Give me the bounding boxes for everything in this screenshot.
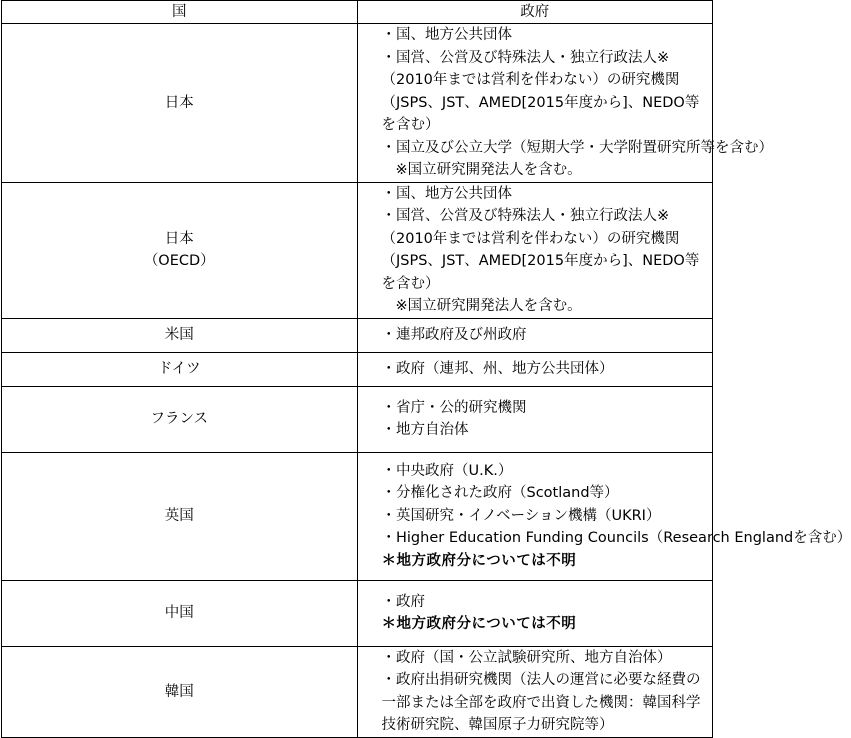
country-name: （OECD） xyxy=(143,253,215,269)
country-name: 中国 xyxy=(164,605,194,621)
table-body xyxy=(2,24,851,738)
header-country: 国 xyxy=(2,1,358,24)
item-line: ・国立及び公立大学（短期大学・大学附置研究所等を含む） xyxy=(381,139,773,156)
note-line: ＊地方政府分については不明 xyxy=(381,616,577,632)
table-row xyxy=(2,646,713,737)
country-cell xyxy=(2,386,358,452)
government-cell xyxy=(357,182,713,318)
government-cell xyxy=(357,646,713,737)
item-line: ・Higher Education Funding Councils（Research Englandを含む） xyxy=(381,530,851,547)
country-cell xyxy=(2,352,358,386)
table-row xyxy=(2,24,713,183)
item-line: ※国立研究開発法人を含む。 xyxy=(395,162,582,178)
country-name: 日本 xyxy=(164,231,194,247)
country-cell xyxy=(2,452,358,580)
country-name: フランス xyxy=(150,411,209,427)
table-row xyxy=(2,452,713,580)
government-cell xyxy=(357,452,851,580)
item-line: ・政府出捐研究機関（法人の運営に必要な経費の一部または全部を政府で出資した機関：韓国科学技術研究院、韓国原子力研究院等） xyxy=(381,672,701,733)
item-line: ・分権化された政府（Scotland等） xyxy=(381,485,619,502)
item-line: ・国、地方公共団体 xyxy=(381,27,512,43)
government-cell xyxy=(357,580,713,646)
table-row xyxy=(2,182,713,318)
government-cell xyxy=(357,386,713,452)
country-name: 韓国 xyxy=(164,683,194,700)
item-line: ・国営、公営及び特殊法人・独立行政法人※（2010年までは営利を伴わない）の研究機関（JSPS、JST、AMED[2015年度から]、NEDO等を含む） xyxy=(381,208,700,292)
country-name: 日本 xyxy=(164,94,194,111)
item-line: ・省庁・公的研究機関 xyxy=(381,399,527,416)
government-sector-table xyxy=(1,0,851,738)
country-cell xyxy=(2,646,358,737)
country-name: 英国 xyxy=(164,508,194,524)
item-line: ・地方自治体 xyxy=(381,422,469,438)
item-line: ・国営、公営及び特殊法人・独立行政法人※（2010年までは営利を伴わない）の研究機関（JSPS、JST、AMED[2015年度から]、NEDO等を含む） xyxy=(381,49,700,133)
table-row xyxy=(2,580,713,646)
item-line: ・政府（連邦、州、地方公共団体） xyxy=(381,360,614,377)
government-cell xyxy=(357,24,773,183)
country-cell xyxy=(2,318,358,352)
country-cell xyxy=(2,580,358,646)
government-cell xyxy=(357,352,713,386)
item-line: ・政府 xyxy=(381,593,425,610)
country-cell xyxy=(2,182,358,318)
table-row xyxy=(2,318,713,352)
government-cell xyxy=(357,318,713,352)
item-line: ※国立研究開発法人を含む。 xyxy=(395,298,582,314)
country-name: ドイツ xyxy=(157,361,201,377)
table-row xyxy=(2,386,713,452)
item-line: ・英国研究・イノベーション機構（UKRI） xyxy=(381,507,661,524)
country-name: 米国 xyxy=(164,327,194,343)
table-header-row xyxy=(2,1,713,24)
note-line: ＊地方政府分については不明 xyxy=(381,552,577,569)
item-line: ・政府（国・公立試験研究所、地方自治体） xyxy=(381,649,672,666)
item-line: ・国、地方公共団体 xyxy=(381,185,512,202)
table-row xyxy=(2,352,713,386)
item-line: ・連邦政府及び州政府 xyxy=(381,326,527,343)
header-government: 政府 xyxy=(357,1,713,24)
item-line: ・中央政府（U.K.） xyxy=(381,462,513,479)
country-cell xyxy=(2,24,358,183)
